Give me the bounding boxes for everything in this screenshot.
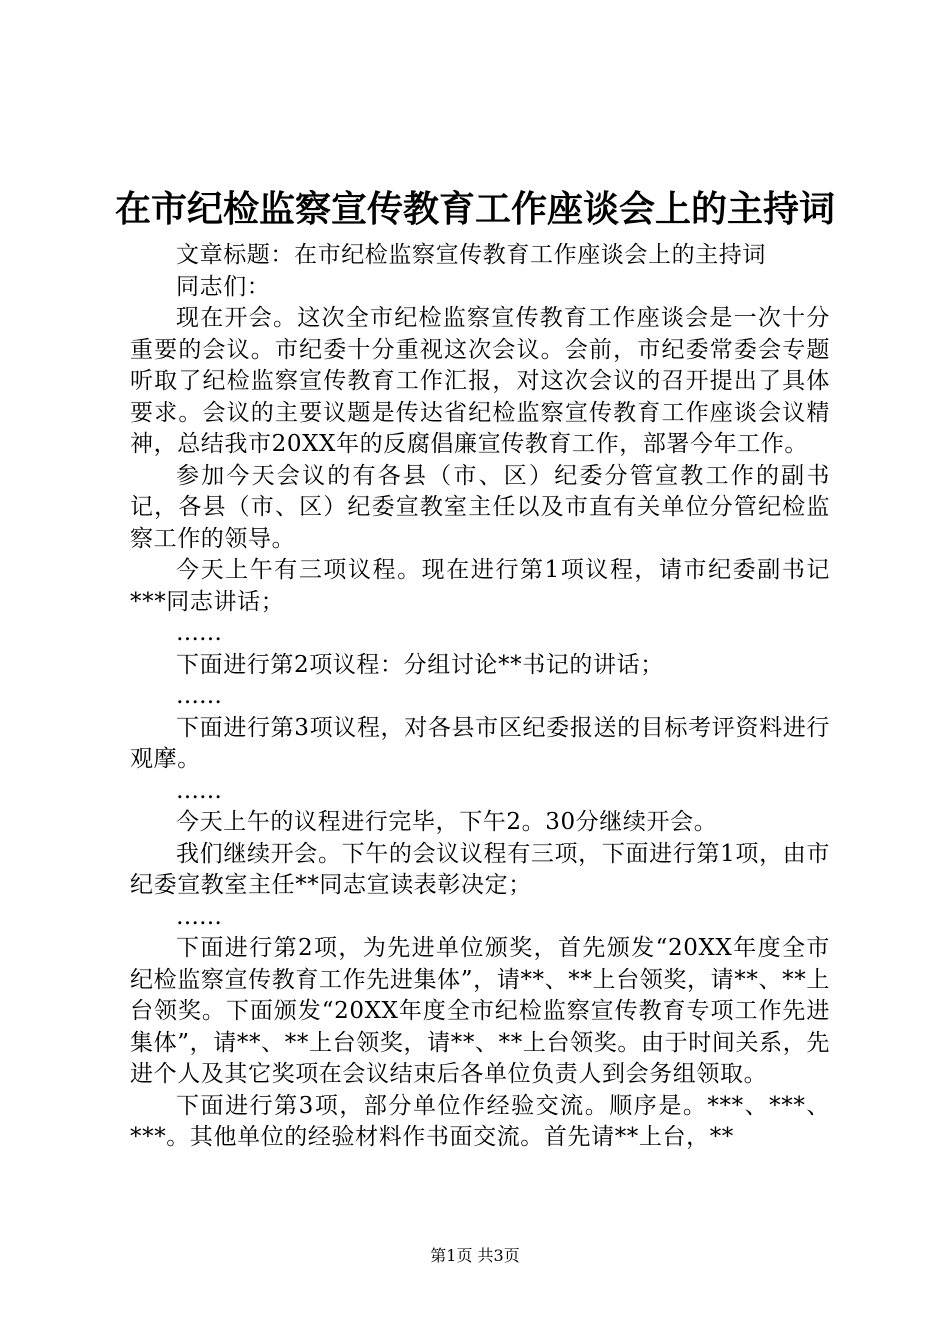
paragraph-afternoon-item-3: 下面进行第3项，部分单位作经验交流。顺序是。***、***、***。其他单位的经验材料作书面交流。首先请**上台，** — [130, 1092, 830, 1150]
paragraph-agenda-item-3: 下面进行第3项议程，对各县市区纪委报送的目标考评资料进行观摩。 — [130, 714, 830, 772]
document-title: 在市纪检监察宣传教育工作座谈会上的主持词 — [114, 188, 835, 230]
document-body — [130, 240, 830, 1154]
paragraph-afternoon-item-2: 下面进行第2项，为先进单位颁奖，首先颁发“20XX年度全市纪检监察宣传教育工作先进集体”，请**、**上台领奖，请**、**上台领奖。下面颁发“20XX年度全市纪检监察宣传教育专项工作先进集体”，请**、**上台领奖，请**、**上台领奖。由于时间关系，先进个人及其它奖项在会议结束后各单位负责人到会务组领取。 — [130, 935, 830, 1087]
paragraph-ellipsis: …… — [176, 683, 222, 709]
paragraph-opening: 现在开会。这次全市纪检监察宣传教育工作座谈会是一次十分重要的会议。市纪委十分重视这次会议。会前，市纪委常委会专题听取了纪检监察宣传教育工作汇报，对这次会议的召开提出了具体要求。会议的主要议题是传达省纪检监察宣传教育工作座谈会议精神，总结我市20XX年的反腐倡廉宣传教育工作，部署今年工作。 — [130, 305, 830, 457]
paragraph-article-title: 文章标题：在市纪检监察宣传教育工作座谈会上的主持词 — [176, 242, 766, 268]
paragraph-afternoon-item-1: 我们继续开会。下午的会议议程有三项，下面进行第1项，由市纪委宣教室主任**同志宣读表彰决定； — [130, 840, 830, 898]
paragraph-attendees: 参加今天会议的有各县（市、区）纪委分管宣教工作的副书记，各县（市、区）纪委宣教室主任以及市直有关单位分管纪检监察工作的领导。 — [130, 462, 830, 552]
paragraph-ellipsis: …… — [176, 620, 222, 646]
paragraph-morning-end: 今天上午的议程进行完毕，下午2。30分继续开会。 — [176, 809, 718, 835]
paragraph-ellipsis: …… — [176, 903, 222, 930]
page-number-footer: 第1页 共3页 — [430, 1246, 520, 1265]
paragraph-ellipsis: …… — [176, 777, 222, 804]
paragraph-agenda-item-1: 今天上午有三项议程。现在进行第1项议程，请市纪委副书记***同志讲话； — [130, 557, 830, 615]
paragraph-salutation: 同志们： — [176, 273, 271, 300]
paragraph-agenda-item-2: 下面进行第2项议程：分组讨论**书记的讲话； — [176, 651, 664, 678]
